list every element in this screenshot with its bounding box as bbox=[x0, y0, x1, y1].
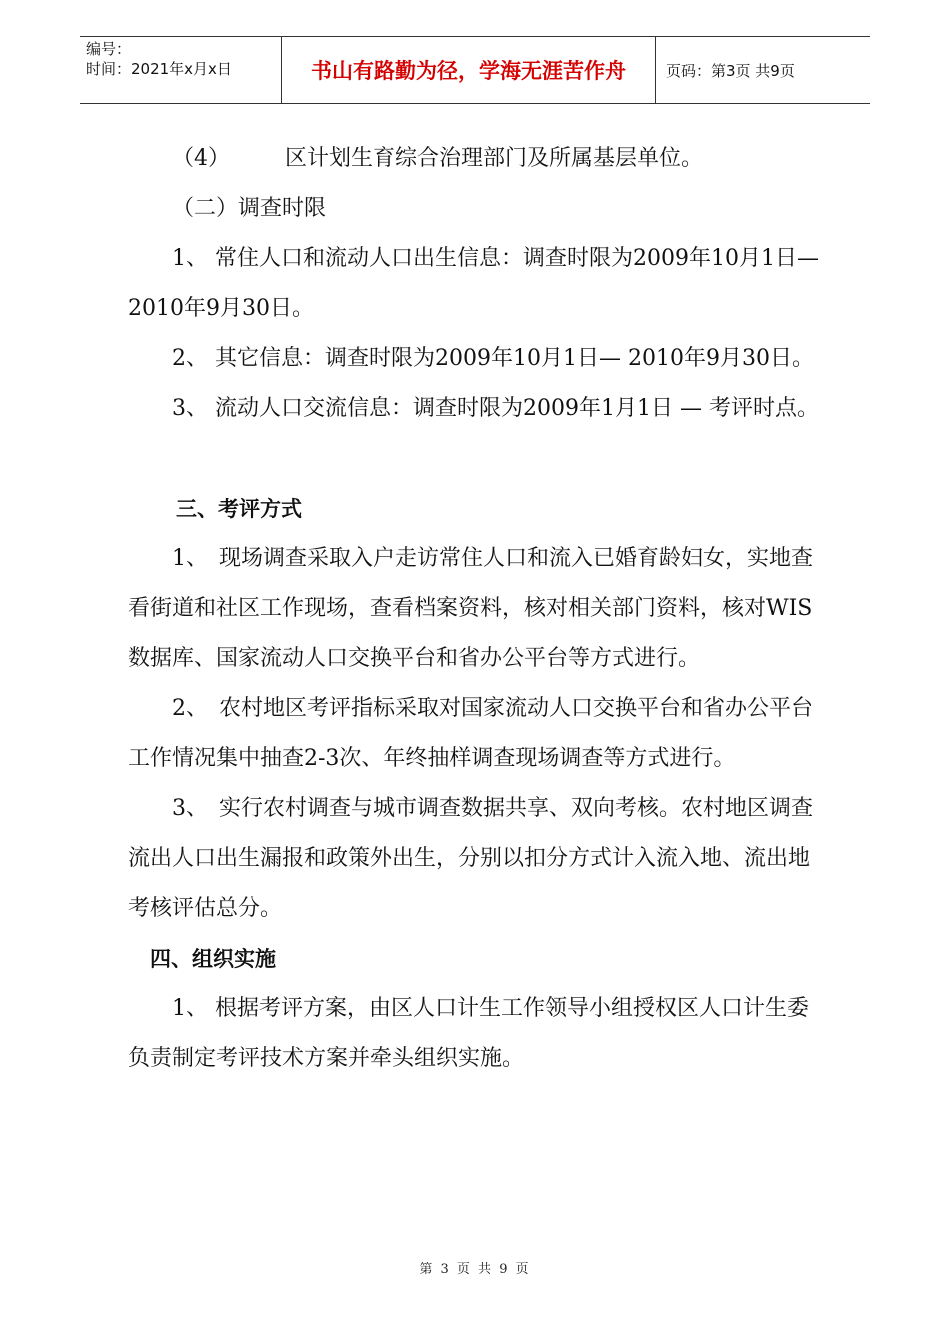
paragraph: 2、 农村地区考评指标采取对国家流动人口交换平台和省办公平台工作情况集中抽查2-3次、年终抽样调查现场调查等方式进行。 bbox=[128, 696, 813, 771]
spacer bbox=[128, 434, 820, 484]
paragraph: 1、 根据考评方案，由区人口计生工作领导小组授权区人口计生委负责制定考评技术方案并牵头组织实施。 bbox=[128, 996, 809, 1071]
header-meta bbox=[80, 37, 282, 103]
page-footer: 第 3 页 共 9 页 bbox=[419, 1262, 531, 1277]
document-body bbox=[128, 134, 820, 1084]
section-heading: 三、考评方式 bbox=[176, 497, 302, 521]
header-motto: 书山有路勤为径，学海无涯苦作舟 bbox=[282, 37, 656, 103]
paragraph: 2、 其它信息：调查时限为2009年10月1日— 2010年9月30日。 bbox=[172, 346, 814, 371]
page-header bbox=[80, 36, 870, 104]
paragraph: （4） 区计划生育综合治理部门及所属基层单位。 bbox=[172, 146, 703, 171]
section-heading: 四、组织实施 bbox=[150, 947, 276, 971]
paragraph: 1、 常住人口和流动人口出生信息：调查时限为2009年10月1日— 2010年9月30日。 bbox=[128, 246, 819, 321]
paragraph: 1、 现场调查采取入户走访常住人口和流入已婚育龄妇女，实地查看街道和社区工作现场，查看档案资料，核对相关部门资料，核对WIS数据库、国家流动人口交换平台和省办公平台等方式进行。 bbox=[128, 546, 813, 671]
section-subheading: （二）调查时限 bbox=[172, 196, 327, 221]
header-page-number: 页码：第3页 共9页 bbox=[666, 61, 795, 80]
document-number-label: 编号： bbox=[86, 40, 132, 58]
paragraph: 3、 流动人口交流信息：调查时限为2009年1月1日 — 考评时点。 bbox=[172, 396, 819, 421]
document-date-label: 时间：2021年x月x日 bbox=[86, 60, 232, 78]
paragraph: 3、 实行农村调查与城市调查数据共享、双向考核。农村地区调查流出人口出生漏报和政策外出生，分别以扣分方式计入流入地、流出地考核评估总分。 bbox=[128, 796, 813, 921]
